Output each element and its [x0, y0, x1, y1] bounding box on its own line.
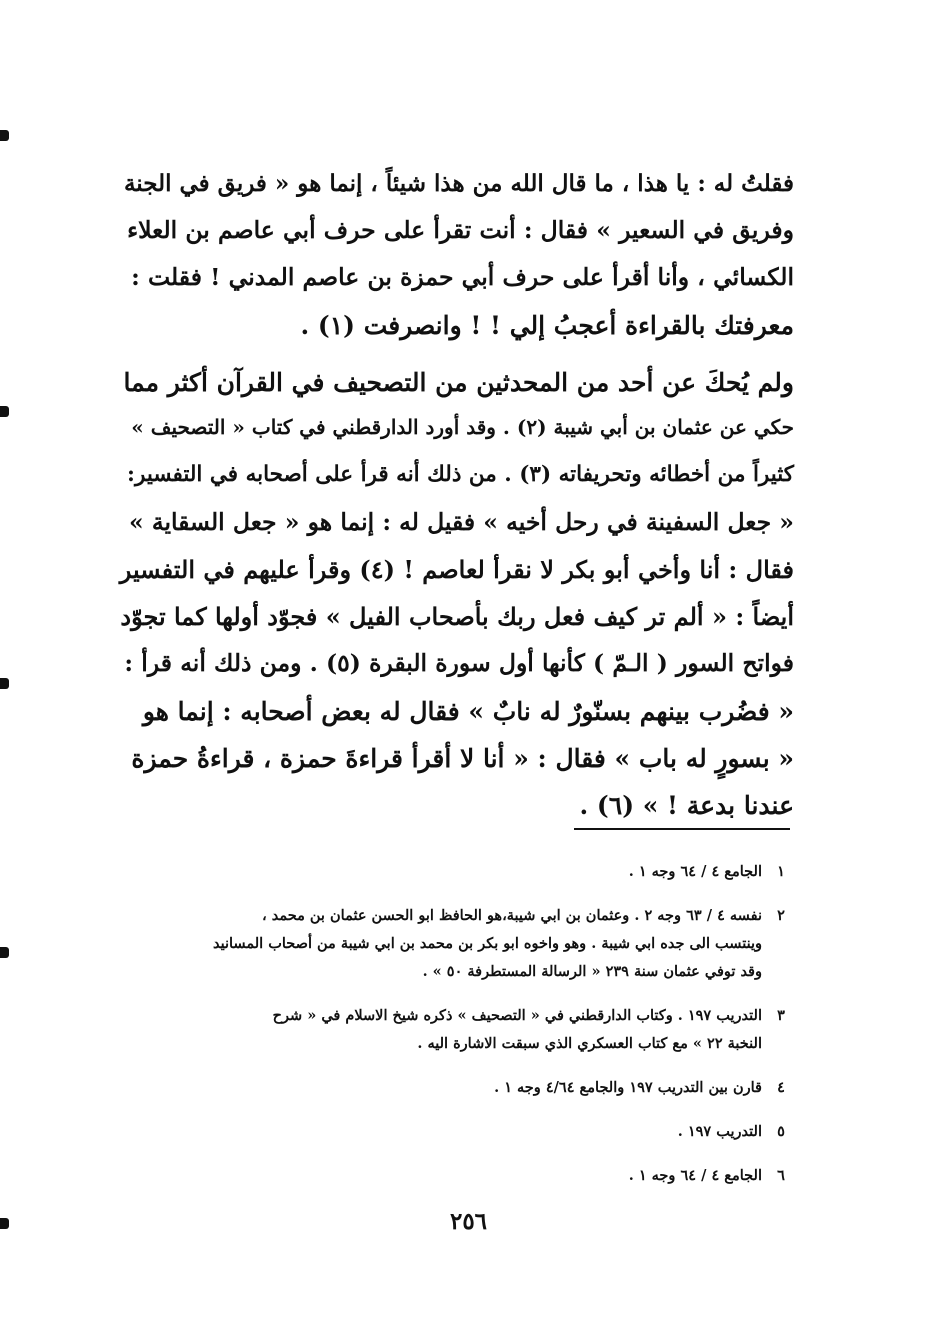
scan-edge-mark [0, 130, 9, 141]
footnote-line: قارن بين التدريب ١٩٧ والجامع ٤/٦٤ وجه ١ . [494, 1079, 762, 1096]
footnote-1 [118, 858, 794, 886]
scan-edge-mark [0, 947, 9, 958]
footnote-line: وينتسب الى جده ابي شيبة . وهو واخوه ابو بكر بن محمد بن ابي شيبة من أصحاب المسانيد [212, 935, 762, 952]
text-line: « بسورٍ له باب » فقال : « أنا لا أقرأ قراءةَ حمزة ، قراءةُ حمزة [131, 744, 794, 773]
footnote-2 [118, 902, 794, 986]
scan-edge-mark [0, 678, 9, 689]
footnote-number: ٢ [777, 907, 785, 924]
text-line: عندنا بدعة ! » (٦) . [579, 791, 794, 820]
footnote-line: التدريب ١٩٧ . وكتاب الدارقطني في « التصحيف » ذكره شيخ الاسلام في « شرح [272, 1007, 762, 1024]
footnote-6 [118, 1162, 794, 1190]
paragraph-1 [118, 172, 794, 360]
footnotes [118, 858, 794, 1206]
footnote-number: ٣ [777, 1007, 785, 1024]
text-line: فقال : أنا وأخي أبو بكر لا نقرأ لعاصم ! (٤) وقرأ عليهم في التفسير [119, 555, 794, 584]
footnote-line: النخبة ٢٢ » مع كتاب العسكري الذي سبقت الاشارة اليه . [417, 1035, 762, 1052]
footnote-number: ٦ [777, 1167, 785, 1184]
footnote-4 [118, 1074, 794, 1102]
footnote-number: ٥ [777, 1123, 785, 1140]
text-line: معرفتك بالقراءة أعجبُ إلي ! ! وانصرفت (١) . [300, 311, 794, 340]
footnote-line: الجامع ٤ / ٦٤ وجه ١ . [628, 863, 762, 880]
text-line: الكسائي ، وأنا أقرأ على حرف أبي حمزة بن عاصم المدني ! فقلت : [131, 263, 794, 291]
text-line: فواتح السور ( الـمّ ) كأنها أول سورة البقرة (٥) . ومن ذلك أنه قرأ : [124, 649, 794, 677]
footnote-number: ١ [777, 863, 785, 880]
scan-edge-mark [0, 406, 9, 417]
text-line: « فضُرب بينهم بسنّورٌ له نابٌ » فقال له بعض أصحابه : إنما هو [142, 697, 794, 726]
paragraph-2 [118, 370, 794, 840]
footnote-line: نفسه ٤ / ٦٣ وجه ٢ . وعثمان بن ابي شيبة،هو الحافظ ابو الحسن عثمان بن محمد ، [262, 907, 762, 924]
footnote-line: وقد توفي عثمان سنة ٢٣٩ « الرسالة المستطرفة ٥٠ » . [422, 963, 762, 980]
footnote-3 [118, 1002, 794, 1058]
text-line: فقلتُ له : يا هذا ، ما قال الله من هذا شيئاً ، إنما هو « فريق في الجنة [123, 170, 794, 197]
footnote-number: ٤ [777, 1079, 785, 1096]
text-line: « جعل السفينة في رحل أخيه » فقيل له : إنما هو « جعل السقاية » [129, 508, 794, 536]
text-line: وفريق في السعير » فقال : أنت تقرأ على حرف أبي عاصم بن العلاء [127, 216, 794, 244]
text-line: ولم يُحكَ عن أحد من المحدثين من التصحيف في القرآن أكثر مما [123, 368, 794, 397]
footnote-5 [118, 1118, 794, 1146]
footnote-separator [574, 828, 790, 830]
text-line: أيضاً : « ألم تر كيف فعل ربك بأصحاب الفيل » فجوّد أولها كما تجوّد [120, 602, 794, 631]
text-line: كثيراً من أخطائه وتحريفاته (٣) . من ذلك أنه قرأ على أصحابه في التفسير: [127, 462, 794, 487]
footnote-line: التدريب ١٩٧ . [677, 1123, 762, 1140]
footnote-line: الجامع ٤ / ٦٤ وجه ١ . [628, 1167, 762, 1184]
page-number: ٢٥٦ [449, 1208, 488, 1235]
text-line: حكي عن عثمان بن أبي شيبة (٢) . وقد أورد الدارقطني في كتاب « التصحيف » [131, 415, 794, 439]
